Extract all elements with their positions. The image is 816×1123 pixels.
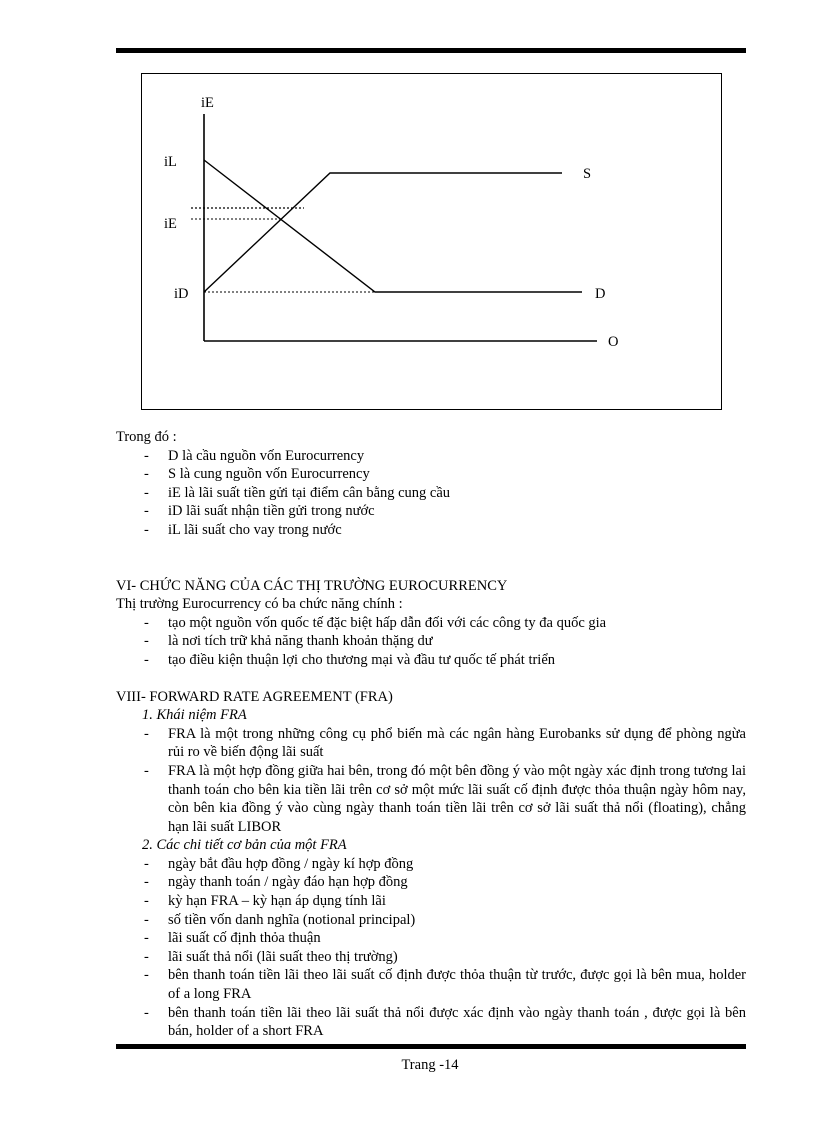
dash: - (144, 855, 149, 872)
where-list (116, 447, 746, 540)
list-item-text: iE là lãi suất tiền gửi tại điểm cân bằng cung cầu (168, 484, 451, 501)
diagram-canvas (142, 74, 723, 411)
dash: - (144, 521, 149, 538)
axis-label-ie-mid: iE (164, 216, 177, 232)
list-item (116, 948, 746, 967)
dash: - (144, 725, 149, 742)
subsection-2-list (116, 855, 746, 1041)
curve-label-s: S (583, 166, 592, 182)
section-6-intro: Thị trường Eurocurrency có ba chức năng chính : (116, 596, 403, 613)
list-item-text: iD lãi suất nhận tiền gửi trong nước (168, 503, 375, 520)
spacer (116, 540, 746, 577)
list-item (116, 855, 746, 874)
eurocurrency-diagram (141, 73, 722, 410)
list-item-text: FRA là một hợp đồng giữa hai bên, trong đó một bên đồng ý vào một ngày xác định trong tương lai thanh toán cho bên kia tiền lãi trên cơ sở một mức lãi suất cố định được thỏa thuận ngày hôm nay, còn bên kia đồng ý vào cùng ngày thanh toán tiền lãi trên cơ sở lãi suất thả nổi (floating), chẳng hạn lãi suất LIBOR (168, 762, 746, 835)
list-item (116, 1004, 746, 1041)
list-item (116, 521, 746, 540)
curve-label-d: D (595, 286, 606, 302)
subsection-1-title: 1. Khái niệm FRA (142, 707, 247, 724)
list-item-text: bên thanh toán tiền lãi theo lãi suất thả nổi được xác định vào ngày thanh toán , được gọi là bên bán, holder of a short FRA (168, 1004, 746, 1040)
list-item (116, 762, 746, 836)
list-item (116, 447, 746, 466)
dash: - (144, 503, 149, 520)
list-item-text: số tiền vốn danh nghĩa (notional principal) (168, 911, 416, 928)
list-item (116, 911, 746, 930)
page-number: Trang -14 (401, 1057, 459, 1073)
list-item (116, 502, 746, 521)
dash: - (144, 614, 149, 631)
list-item (116, 651, 746, 670)
where-heading: Trong đó : (116, 429, 177, 445)
list-item (116, 484, 746, 503)
axis-label-id: iD (174, 286, 189, 302)
list-item (116, 614, 746, 633)
dash: - (144, 911, 149, 928)
dash: - (144, 874, 149, 891)
axis-label-ie: iE (201, 95, 214, 111)
page-content (116, 428, 746, 1041)
subsection-2-title: 2. Các chi tiết cơ bản của một FRA (142, 837, 347, 854)
dash: - (144, 633, 149, 650)
section-6-title: VI- CHỨC NĂNG CỦA CÁC THỊ TRƯỜNG EUROCURRENCY (116, 577, 508, 594)
list-item-text: FRA là một trong những công cụ phổ biến mà các ngân hàng Eurobanks sử dụng để phòng ngừa rủi ro về biến động lãi suất (168, 725, 746, 761)
header-rule (116, 48, 746, 53)
dash: - (144, 930, 149, 947)
subsection-1-list (116, 725, 746, 837)
supply-curve (204, 173, 562, 292)
list-item-text: tạo một nguồn vốn quốc tế đặc biệt hấp dẫn đối với các công ty đa quốc gia (168, 614, 607, 631)
spacer (116, 670, 746, 688)
list-item-text: tạo điều kiện thuận lợi cho thương mại và đầu tư quốc tế phát triển (168, 651, 556, 668)
list-item-text: bên thanh toán tiền lãi theo lãi suất cố định được thỏa thuận từ trước, được gọi là bên mua, holder of a long FRA (168, 967, 746, 1003)
list-item (116, 725, 746, 762)
list-item-text: ngày thanh toán / ngày đáo hạn hợp đồng (168, 874, 408, 891)
list-item (116, 632, 746, 651)
dash: - (144, 447, 149, 464)
dash: - (144, 651, 149, 668)
list-item-text: D là cầu nguồn vốn Eurocurrency (168, 447, 365, 464)
dash: - (144, 948, 149, 965)
axis-label-il: iL (164, 154, 177, 170)
demand-curve (204, 160, 582, 292)
list-item-text: ngày bắt đầu hợp đồng / ngày kí hợp đồng (168, 855, 414, 872)
dash: - (144, 466, 149, 483)
list-item-text: lãi suất thả nổi (lãi suất theo thị trường) (168, 948, 398, 965)
list-item (116, 465, 746, 484)
dash: - (144, 893, 149, 910)
list-item-text: iL lãi suất cho vay trong nước (168, 521, 342, 538)
list-item-text: lãi suất cố định thỏa thuận (168, 930, 321, 947)
list-item-text: kỳ hạn FRA – kỳ hạn áp dụng tính lãi (168, 893, 386, 910)
list-item (116, 966, 746, 1003)
footer-rule (116, 1044, 746, 1049)
list-item-text: là nơi tích trữ khả năng thanh khoản thặng dư (168, 633, 433, 650)
dash: - (144, 1004, 149, 1021)
list-item (116, 892, 746, 911)
list-item (116, 929, 746, 948)
dash: - (144, 762, 149, 779)
list-item (116, 873, 746, 892)
axis-label-o: O (608, 334, 619, 350)
list-item-text: S là cung nguồn vốn Eurocurrency (168, 466, 370, 483)
dash: - (144, 967, 149, 984)
section-6-list (116, 614, 746, 670)
section-8-title: VIII- FORWARD RATE AGREEMENT (FRA) (116, 688, 393, 705)
dash: - (144, 484, 149, 501)
